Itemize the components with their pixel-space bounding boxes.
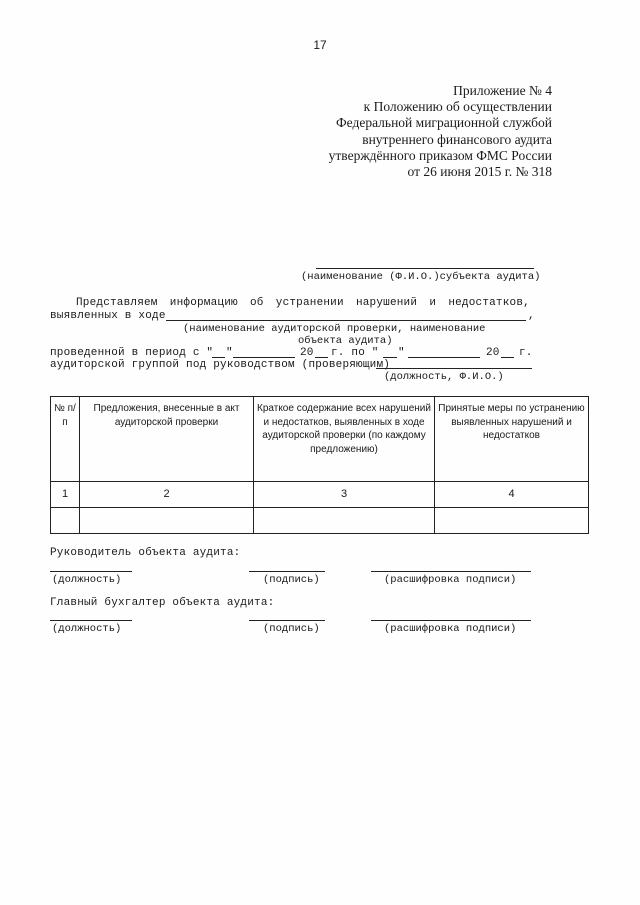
head-position-line[interactable] — [50, 571, 132, 572]
intro-word: устранении — [275, 297, 344, 309]
table-header-row — [51, 397, 589, 482]
audit-name-caption-1: (наименование аудиторской проверки, наименование — [183, 323, 486, 335]
period-year-prefix-2: 20 — [486, 347, 500, 359]
intro-line-1 — [76, 297, 530, 309]
period-end-year-line[interactable] — [501, 357, 514, 358]
period-start-year-line[interactable] — [315, 357, 328, 358]
accountant-decode-line[interactable] — [371, 620, 531, 621]
group-caption: (должность, Ф.И.О.) — [384, 371, 504, 383]
table-cell[interactable] — [254, 508, 435, 534]
page-number: 17 — [313, 38, 327, 52]
accountant-signature-caption: (подпись) — [263, 623, 320, 635]
group-head-field-line[interactable] — [376, 368, 532, 369]
appendix-block — [329, 83, 552, 180]
column-number: 3 — [254, 482, 435, 508]
header-cell-measures: Принятые меры по устранению выявленных нарушений и недостатков — [435, 397, 589, 482]
table-cell[interactable] — [435, 508, 589, 534]
column-number: 4 — [435, 482, 589, 508]
period-suffix: г. — [519, 347, 533, 359]
subject-caption: (наименование (Ф.И.О.)субъекта аудита) — [301, 271, 541, 283]
group-text: аудиторской группой под руководством (проверяющим) — [50, 359, 391, 371]
subject-field-line[interactable] — [316, 268, 534, 269]
period-prefix: проведенной в период с " — [50, 347, 214, 359]
table-numbering-row — [51, 482, 589, 508]
appendix-line: Федеральной миграционной службой — [335, 115, 552, 131]
signature-title-head: Руководитель объекта аудита: — [50, 547, 241, 559]
period-quote-2: " — [398, 347, 405, 359]
intro-word: Представляем — [76, 297, 158, 309]
column-number: 1 — [51, 482, 80, 508]
intro-word: об — [249, 297, 264, 309]
intro-line-2-prefix: выявленных в ходе — [50, 310, 166, 322]
head-signature-line[interactable] — [249, 571, 325, 572]
audit-name-field-line[interactable] — [166, 320, 526, 321]
header-cell-violations: Краткое содержание всех нарушений и недостатков, выявленных в ходе аудиторской проверки (по каждому предложению) — [254, 397, 435, 482]
intro-word: и — [429, 297, 437, 309]
period-year-prefix-1: 20 — [300, 347, 314, 359]
accountant-signature-line[interactable] — [249, 620, 325, 621]
head-signature-caption: (подпись) — [263, 574, 320, 586]
head-position-caption: (должность) — [52, 574, 122, 586]
head-decode-line[interactable] — [371, 571, 531, 572]
period-start-month-line[interactable] — [233, 357, 295, 358]
period-start-day-line[interactable] — [212, 357, 225, 358]
accountant-position-caption: (должность) — [52, 623, 122, 635]
appendix-line: утверждённого приказом ФМС России — [328, 147, 552, 163]
intro-line-2-suffix: , — [528, 310, 535, 322]
intro-word: информацию — [169, 297, 238, 309]
table-cell[interactable] — [51, 508, 80, 534]
appendix-line: внутреннего финансового аудита — [362, 131, 552, 147]
table-cell[interactable] — [80, 508, 254, 534]
accountant-position-line[interactable] — [50, 620, 132, 621]
appendix-line: к Положению об осуществлении — [363, 99, 552, 115]
header-cell-proposals: Предложения, внесенные в акт аудиторской проверки — [80, 397, 254, 482]
appendix-line: от 26 июня 2015 г. № 318 — [407, 164, 552, 180]
signature-title-accountant: Главный бухгалтер объекта аудита: — [50, 597, 275, 609]
findings-table — [50, 396, 589, 534]
column-number: 2 — [80, 482, 254, 508]
appendix-line: Приложение № 4 — [453, 83, 552, 98]
header-cell-number: № п/п — [51, 397, 80, 482]
table-row[interactable] — [51, 508, 589, 534]
audit-name-caption-2: объекта аудита) — [298, 335, 393, 347]
period-end-month-line[interactable] — [408, 357, 480, 358]
accountant-decode-caption: (расшифровка подписи) — [384, 623, 517, 635]
head-decode-caption: (расшифровка подписи) — [384, 574, 517, 586]
period-quote-1: " — [226, 347, 233, 359]
intro-word: нарушений — [355, 297, 418, 309]
period-end-day-line[interactable] — [383, 357, 397, 358]
period-mid: г. по " — [331, 347, 379, 359]
intro-word: недостатков, — [448, 297, 530, 309]
